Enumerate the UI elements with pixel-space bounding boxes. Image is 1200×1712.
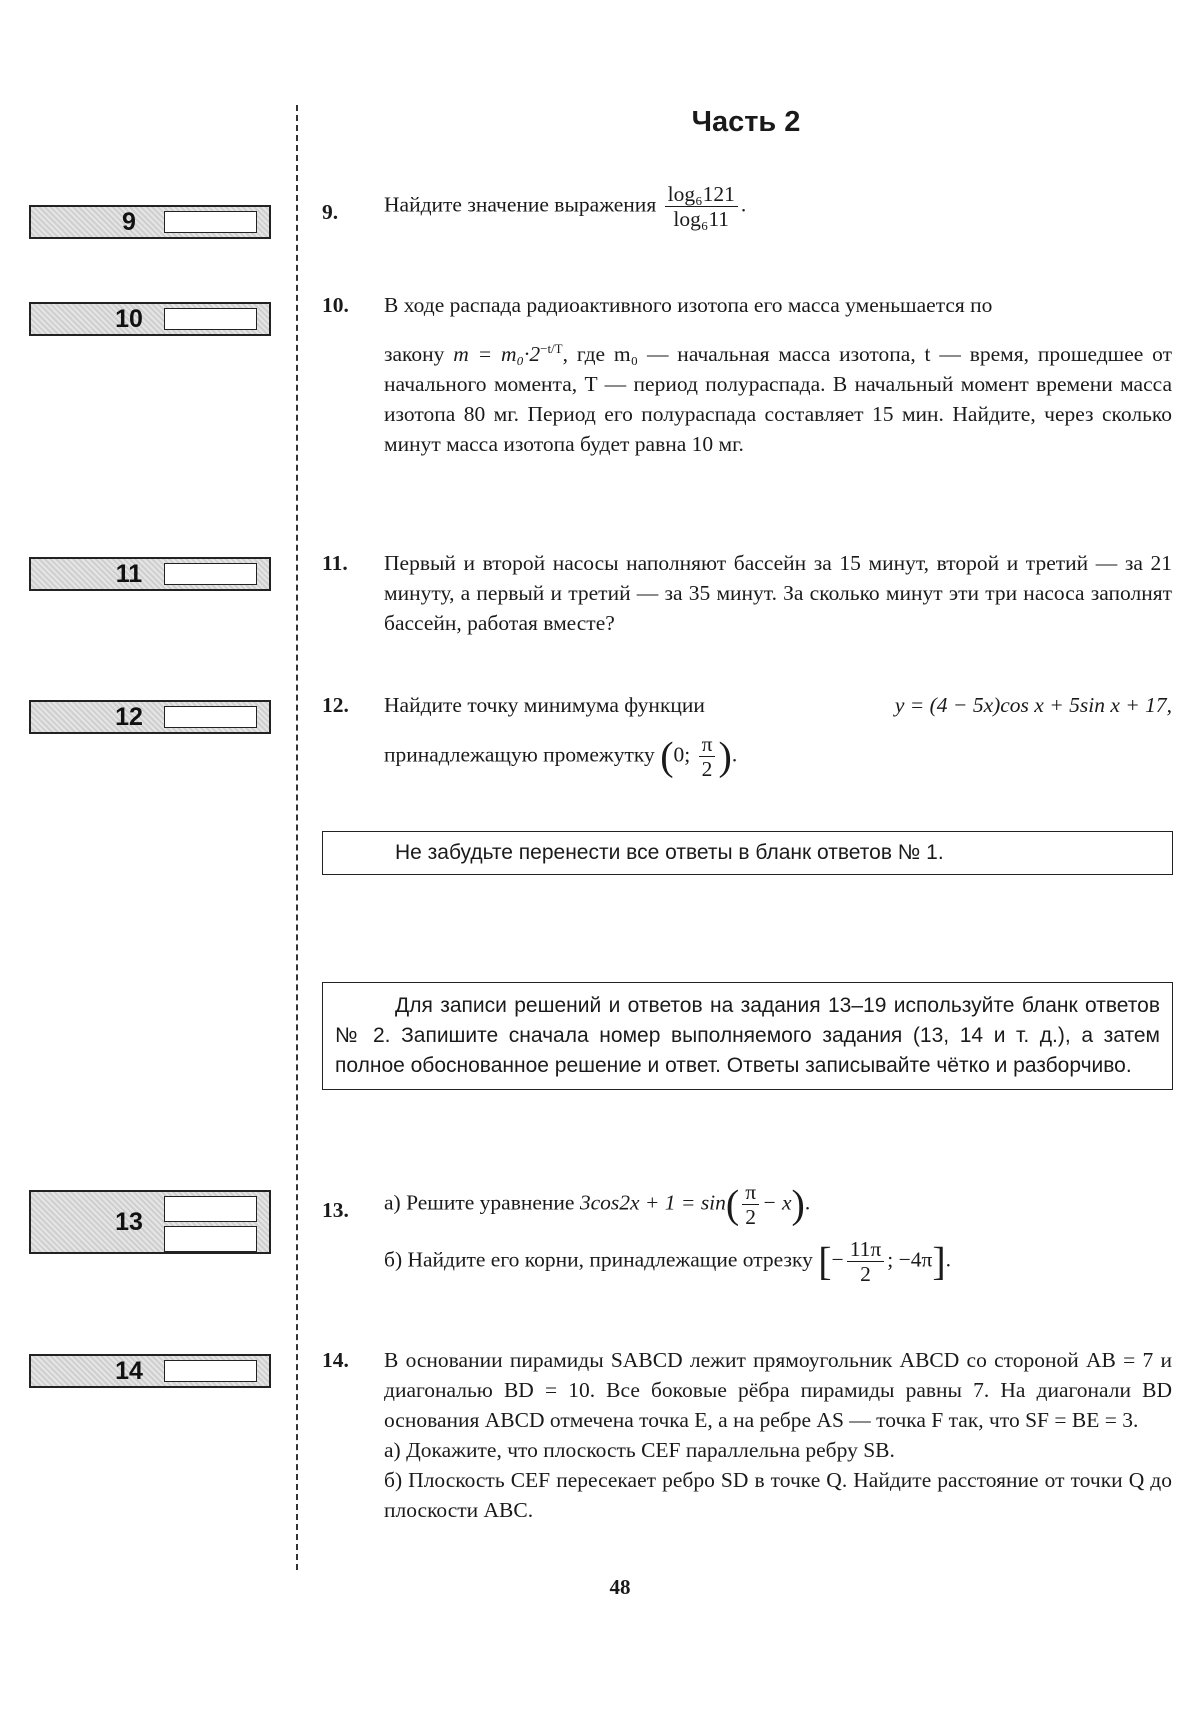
fraction-numerator: π	[699, 732, 716, 757]
task-13: 13. а) Решите уравнение 3cos2x + 1 = sin( $\frac{\pi}{2}$ − x). б) Найдите его корни, принадлежащие отрезку [− $\frac{11\pi}{2}$ ; −4π].	[322, 1180, 952, 1286]
task-number: 11.	[322, 551, 348, 575]
answer-box-12[interactable]	[29, 700, 271, 734]
task-text: Первый и второй насосы наполняют бассейн за 15 минут, второй и третий — за 21 минуту, а первый и третий — за 35 минут. За сколько минут эти три насоса заполнят бассейн, работая вместе?	[384, 551, 1172, 635]
notice-text: Не забудьте перенести все ответы в бланк ответов № 1.	[395, 841, 944, 864]
answer-field[interactable]	[164, 563, 257, 585]
fraction	[847, 1237, 885, 1286]
answer-field[interactable]	[164, 308, 257, 330]
answer-box-11[interactable]	[29, 557, 271, 591]
task-number: 13.	[322, 1198, 349, 1222]
task-14	[322, 1345, 1172, 1525]
formula: y = (4 − 5x)cos x + 5sin x + 17,	[894, 693, 1172, 717]
task-text: б) Найдите его корни, принадлежащие отрезку	[384, 1247, 813, 1272]
task-end: .	[740, 192, 747, 217]
answer-field[interactable]	[164, 706, 257, 728]
notice-instructions	[322, 982, 1173, 1090]
task-text: Найдите значение выражения	[384, 192, 657, 217]
task-part-a: а) Докажите, что плоскость CEF параллельна ребру SB.	[384, 1438, 895, 1462]
answer-box-9[interactable]	[29, 205, 271, 239]
task-text: принадлежащую промежутку	[384, 742, 655, 767]
task-text: закону	[384, 342, 445, 367]
task-number: 9.	[322, 200, 339, 224]
task-text: В основании пирамиды SABCD лежит прямоугольник ABCD со стороной AB = 7 и диагональю BD = 10. Все боковые рёбра пирамиды равны 7. На диагонали BD основания ABCD отмечена точка E, а на ребре AS — точка F так, что SF = BE = 3.	[384, 1348, 1172, 1432]
task-text: В ходе распада радиоактивного изотопа его масса уменьшается по	[384, 293, 993, 317]
page-number: 48	[609, 1575, 631, 1599]
notice-text: Для записи решений и ответов на задания 13–19 используйте бланк ответов № 2. Запишите сначала номер выполняемого задания (13, 14 и т. д.), а затем полное обоснованное решение и ответ. Ответы записывайте чётко и разборчиво.	[335, 994, 1160, 1077]
task-12: 12. Найдите точку минимума функции y = (4 − 5x)cos x + 5sin x + 17, принадлежащую промежутку (0; $\frac{\pi}{2}$ ).	[322, 690, 1172, 781]
interval-left: 0;	[673, 742, 691, 767]
task-10	[322, 290, 1172, 459]
fraction-denominator: 2	[860, 1262, 871, 1286]
answer-field[interactable]	[164, 211, 257, 233]
task-number: 14.	[322, 1348, 349, 1372]
exponent: −t/T	[540, 341, 563, 356]
formula: 3cos2x + 1 = sin	[579, 1190, 726, 1215]
answer-box-label: 9	[122, 208, 136, 236]
answer-field[interactable]	[164, 1360, 257, 1382]
fraction-denominator: 2	[745, 1205, 757, 1229]
answer-box-label: 13	[115, 1208, 143, 1236]
fraction-numerator: 11π	[847, 1237, 885, 1262]
fraction	[665, 182, 738, 231]
task-11	[322, 548, 1172, 638]
fraction-numerator: π	[742, 1180, 759, 1205]
fraction-numerator: log₆121	[665, 182, 738, 207]
answer-box-label: 14	[115, 1357, 143, 1385]
task-part-b: б) Плоскость CEF пересекает ребро SD в точке Q. Найдите расстояние от точки Q до плоскости ABC.	[384, 1468, 1172, 1522]
answer-field-a[interactable]	[164, 1196, 257, 1222]
formula-tail: − x	[762, 1190, 792, 1215]
task-9	[322, 182, 1172, 231]
interval-right: ; −4π	[887, 1247, 933, 1272]
answer-box-13[interactable]	[29, 1190, 271, 1254]
fraction-denominator: 2	[701, 757, 713, 781]
fraction	[742, 1180, 759, 1229]
sign: −	[831, 1247, 844, 1272]
task-text: , где m₀ — начальная масса изотопа, t — время, прошедшее от начального момента, T — период полураспада. В начальный момент времени масса изотопа 80 мг. Период его полураспада составляет 15 мин. Найдите, через сколько минут масса изотопа будет равна 10 мг.	[384, 342, 1172, 457]
notice-transfer-answers	[322, 831, 1173, 875]
answer-box-10[interactable]	[29, 302, 271, 336]
task-number: 10.	[322, 293, 349, 317]
fraction	[699, 732, 716, 781]
answer-box-14[interactable]	[29, 1354, 271, 1388]
part-title: Часть 2	[691, 106, 801, 138]
task-number: 12.	[322, 693, 349, 717]
task-text: а) Решите уравнение	[384, 1190, 575, 1215]
answer-box-label: 11	[115, 560, 143, 588]
formula: m = m₀·2	[453, 342, 541, 367]
fraction-denominator: log₆11	[673, 207, 730, 231]
task-text: Найдите точку минимума функции	[384, 693, 705, 717]
answer-box-label: 12	[115, 703, 143, 731]
answer-field-b[interactable]	[164, 1226, 257, 1252]
cut-line	[296, 105, 298, 1570]
answer-box-label: 10	[115, 305, 143, 333]
